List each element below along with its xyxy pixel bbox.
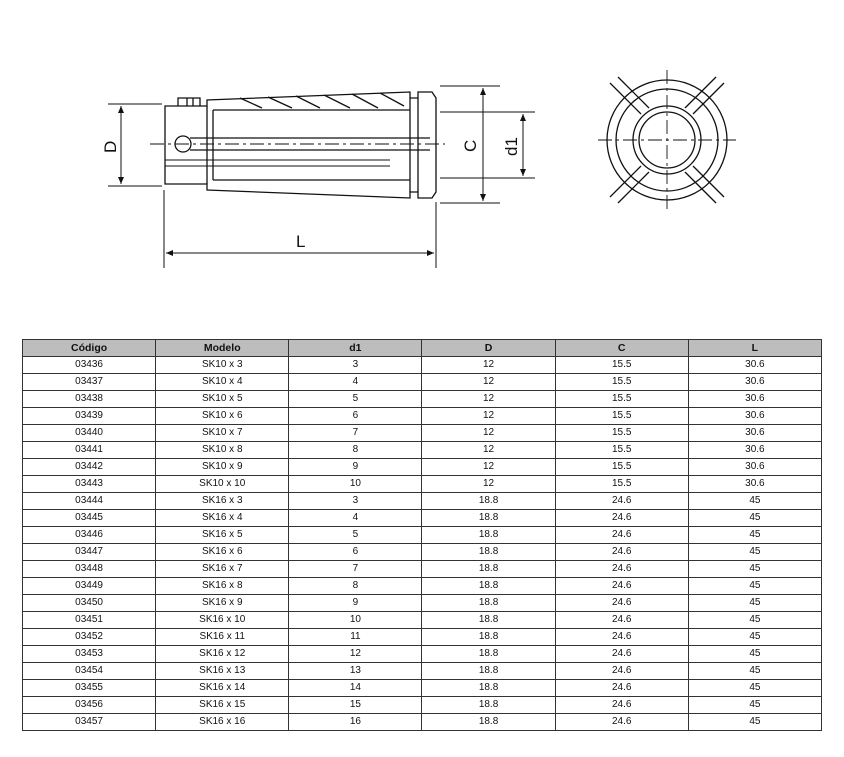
table-header-row [23, 340, 822, 357]
cell-D: 18.8 [422, 697, 555, 714]
table-row [23, 408, 822, 425]
table-body [23, 357, 822, 731]
cell-codigo: 03452 [23, 629, 156, 646]
cell-D: 12 [422, 476, 555, 493]
header-L: L [688, 340, 821, 357]
cell-modelo: SK10 x 7 [156, 425, 289, 442]
cell-L: 45 [688, 527, 821, 544]
cell-modelo: SK16 x 4 [156, 510, 289, 527]
cell-L: 30.6 [688, 391, 821, 408]
cell-codigo: 03439 [23, 408, 156, 425]
collet-side-view [165, 92, 436, 198]
cell-C: 24.6 [555, 612, 688, 629]
cell-d1: 5 [289, 527, 422, 544]
cell-C: 15.5 [555, 425, 688, 442]
cell-modelo: SK10 x 9 [156, 459, 289, 476]
cell-C: 24.6 [555, 493, 688, 510]
cell-modelo: SK16 x 12 [156, 646, 289, 663]
cell-L: 45 [688, 697, 821, 714]
cell-C: 15.5 [555, 391, 688, 408]
cell-D: 18.8 [422, 663, 555, 680]
cell-L: 30.6 [688, 425, 821, 442]
cell-C: 15.5 [555, 442, 688, 459]
cell-modelo: SK16 x 3 [156, 493, 289, 510]
cell-D: 18.8 [422, 612, 555, 629]
table-row [23, 680, 822, 697]
cell-D: 18.8 [422, 595, 555, 612]
cell-D: 18.8 [422, 646, 555, 663]
cell-D: 12 [422, 391, 555, 408]
cell-L: 30.6 [688, 459, 821, 476]
cell-modelo: SK10 x 10 [156, 476, 289, 493]
cell-modelo: SK16 x 14 [156, 680, 289, 697]
table-row [23, 595, 822, 612]
cell-d1: 7 [289, 425, 422, 442]
cell-codigo: 03453 [23, 646, 156, 663]
cell-d1: 3 [289, 357, 422, 374]
table-row [23, 459, 822, 476]
cell-d1: 7 [289, 561, 422, 578]
cell-L: 45 [688, 561, 821, 578]
cell-D: 12 [422, 459, 555, 476]
cell-codigo: 03441 [23, 442, 156, 459]
cell-modelo: SK16 x 16 [156, 714, 289, 731]
cell-codigo: 03446 [23, 527, 156, 544]
cell-C: 24.6 [555, 510, 688, 527]
cell-modelo: SK10 x 6 [156, 408, 289, 425]
cell-d1: 4 [289, 510, 422, 527]
cell-modelo: SK16 x 11 [156, 629, 289, 646]
cell-codigo: 03445 [23, 510, 156, 527]
cell-C: 15.5 [555, 374, 688, 391]
cell-d1: 3 [289, 493, 422, 510]
cell-codigo: 03456 [23, 697, 156, 714]
cell-D: 18.8 [422, 714, 555, 731]
cell-C: 24.6 [555, 629, 688, 646]
collet-technical-drawing [0, 0, 844, 320]
table-row [23, 476, 822, 493]
cell-L: 30.6 [688, 357, 821, 374]
cell-modelo: SK10 x 8 [156, 442, 289, 459]
cell-C: 24.6 [555, 646, 688, 663]
cell-d1: 6 [289, 544, 422, 561]
cell-modelo: SK16 x 8 [156, 578, 289, 595]
cell-codigo: 03451 [23, 612, 156, 629]
cell-codigo: 03438 [23, 391, 156, 408]
table-row [23, 663, 822, 680]
cell-codigo: 03457 [23, 714, 156, 731]
cell-d1: 4 [289, 374, 422, 391]
cell-codigo: 03447 [23, 544, 156, 561]
cell-codigo: 03440 [23, 425, 156, 442]
cell-D: 12 [422, 442, 555, 459]
cell-modelo: SK10 x 4 [156, 374, 289, 391]
header-modelo: Modelo [156, 340, 289, 357]
cell-modelo: SK16 x 9 [156, 595, 289, 612]
header-codigo: Código [23, 340, 156, 357]
table-row [23, 425, 822, 442]
table-row [23, 374, 822, 391]
dimension-label-C: C [461, 139, 480, 152]
cell-C: 24.6 [555, 680, 688, 697]
cell-C: 15.5 [555, 476, 688, 493]
cell-C: 15.5 [555, 408, 688, 425]
table-row [23, 391, 822, 408]
cell-modelo: SK16 x 10 [156, 612, 289, 629]
cell-D: 18.8 [422, 561, 555, 578]
cell-d1: 16 [289, 714, 422, 731]
table-row [23, 510, 822, 527]
table-row [23, 493, 822, 510]
collet-specification-table [22, 339, 822, 731]
cell-L: 45 [688, 510, 821, 527]
cell-D: 12 [422, 357, 555, 374]
cell-codigo: 03443 [23, 476, 156, 493]
cell-L: 45 [688, 544, 821, 561]
table-row [23, 561, 822, 578]
cell-codigo: 03442 [23, 459, 156, 476]
cell-L: 30.6 [688, 408, 821, 425]
cell-L: 30.6 [688, 442, 821, 459]
cell-C: 24.6 [555, 527, 688, 544]
cell-D: 18.8 [422, 527, 555, 544]
cell-codigo: 03450 [23, 595, 156, 612]
cell-C: 24.6 [555, 595, 688, 612]
cell-d1: 15 [289, 697, 422, 714]
cell-modelo: SK16 x 13 [156, 663, 289, 680]
cell-C: 24.6 [555, 697, 688, 714]
cell-codigo: 03449 [23, 578, 156, 595]
table-row [23, 646, 822, 663]
cell-D: 18.8 [422, 578, 555, 595]
cell-d1: 10 [289, 612, 422, 629]
table-row [23, 527, 822, 544]
header-d1: d1 [289, 340, 422, 357]
cell-modelo: SK16 x 5 [156, 527, 289, 544]
cell-codigo: 03436 [23, 357, 156, 374]
cell-d1: 14 [289, 680, 422, 697]
cell-L: 45 [688, 595, 821, 612]
cell-D: 12 [422, 425, 555, 442]
cell-modelo: SK16 x 15 [156, 697, 289, 714]
cell-d1: 13 [289, 663, 422, 680]
cell-C: 24.6 [555, 578, 688, 595]
cell-C: 24.6 [555, 714, 688, 731]
cell-C: 15.5 [555, 357, 688, 374]
header-D: D [422, 340, 555, 357]
cell-d1: 11 [289, 629, 422, 646]
cell-L: 45 [688, 612, 821, 629]
cell-C: 24.6 [555, 544, 688, 561]
table-row [23, 357, 822, 374]
cell-D: 12 [422, 408, 555, 425]
cell-codigo: 03448 [23, 561, 156, 578]
cell-d1: 6 [289, 408, 422, 425]
cell-d1: 9 [289, 595, 422, 612]
dimension-L [164, 190, 436, 268]
cell-d1: 10 [289, 476, 422, 493]
cell-codigo: 03444 [23, 493, 156, 510]
cell-codigo: 03454 [23, 663, 156, 680]
cell-L: 30.6 [688, 476, 821, 493]
cell-d1: 8 [289, 442, 422, 459]
dimension-label-D: D [101, 140, 120, 153]
table-row [23, 612, 822, 629]
cell-L: 45 [688, 646, 821, 663]
cell-L: 45 [688, 493, 821, 510]
cell-modelo: SK16 x 7 [156, 561, 289, 578]
cell-d1: 8 [289, 578, 422, 595]
cell-L: 45 [688, 578, 821, 595]
table-row [23, 442, 822, 459]
cell-codigo: 03455 [23, 680, 156, 697]
cell-C: 24.6 [555, 561, 688, 578]
cell-L: 45 [688, 629, 821, 646]
cell-C: 15.5 [555, 459, 688, 476]
cell-D: 18.8 [422, 680, 555, 697]
cell-D: 18.8 [422, 544, 555, 561]
table-row [23, 714, 822, 731]
cell-modelo: SK10 x 5 [156, 391, 289, 408]
cell-D: 12 [422, 374, 555, 391]
cell-d1: 12 [289, 646, 422, 663]
dimension-label-d1: d1 [502, 137, 521, 156]
cell-L: 45 [688, 680, 821, 697]
cell-L: 30.6 [688, 374, 821, 391]
cell-L: 45 [688, 663, 821, 680]
cell-D: 18.8 [422, 493, 555, 510]
cell-D: 18.8 [422, 510, 555, 527]
cell-codigo: 03437 [23, 374, 156, 391]
table-row [23, 697, 822, 714]
table-row [23, 544, 822, 561]
cell-modelo: SK16 x 6 [156, 544, 289, 561]
cell-C: 24.6 [555, 663, 688, 680]
cell-L: 45 [688, 714, 821, 731]
cell-d1: 5 [289, 391, 422, 408]
table-row [23, 629, 822, 646]
table-row [23, 578, 822, 595]
dimension-label-L: L [296, 232, 306, 251]
cell-modelo: SK10 x 3 [156, 357, 289, 374]
header-C: C [555, 340, 688, 357]
cell-d1: 9 [289, 459, 422, 476]
cell-D: 18.8 [422, 629, 555, 646]
